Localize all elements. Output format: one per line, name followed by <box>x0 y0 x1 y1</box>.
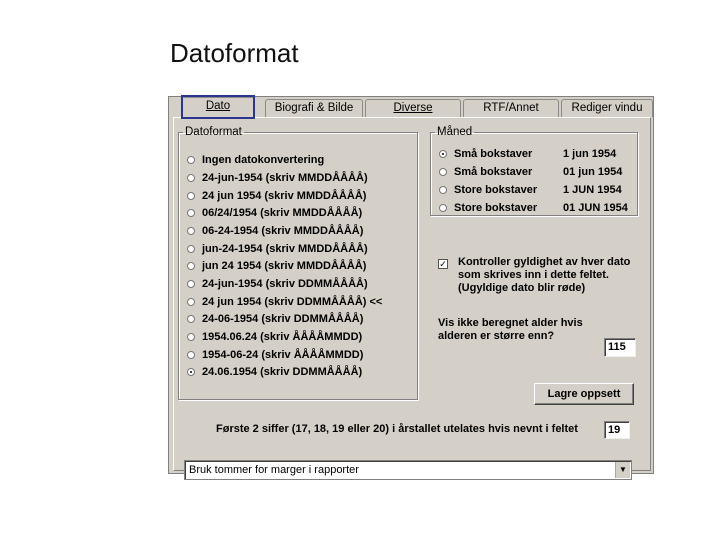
radio-button[interactable] <box>187 262 195 270</box>
datoformat-legend: Datoformat <box>185 126 242 138</box>
tab-label: Rediger vindu <box>571 102 643 114</box>
datoformat-option[interactable] <box>187 152 324 168</box>
maaned-legend: Måned <box>437 126 473 138</box>
tab-label: Biografi & Bilde <box>274 102 354 114</box>
tab-rediger-vindu[interactable] <box>561 99 653 117</box>
year-prefix-label: Første 2 siffer (17, 18, 19 eller 20) i årstallet utelates hvis nevnt i feltet <box>216 423 578 435</box>
option-example: 1 JUN 1954 <box>563 184 622 196</box>
age-limit-label: Vis ikke beregnet alder hvis alderen er større enn? <box>438 317 583 342</box>
option-example: 1 jun 1954 <box>563 148 617 160</box>
maaned-group <box>430 126 638 216</box>
tab-label: RTF/Annet <box>483 102 539 114</box>
save-settings-button[interactable]: Lagre oppsett <box>534 383 634 405</box>
option-label: 1954.06.24 (skriv ÅÅÅÅMMDD) <box>202 331 363 343</box>
option-label: 1954-06-24 (skriv ÅÅÅÅMMDD) <box>202 349 364 361</box>
maaned-option[interactable] <box>439 200 628 216</box>
radio-button[interactable] <box>187 174 195 182</box>
option-label: jun 24 1954 (skriv MMDDÅÅÅÅ) <box>202 260 367 272</box>
option-label: 24-jun-1954 (skriv MMDDÅÅÅÅ) <box>202 172 368 184</box>
radio-button[interactable] <box>187 315 195 323</box>
tab-label: Dato <box>205 100 231 112</box>
datoformat-option[interactable] <box>187 276 368 292</box>
option-label: jun-24-1954 (skriv MMDDÅÅÅÅ) <box>202 243 368 255</box>
tab-diverse[interactable] <box>365 99 461 117</box>
datoformat-option[interactable] <box>187 347 363 363</box>
option-label: Store bokstaver <box>454 202 538 214</box>
settings-dialog <box>168 96 654 474</box>
option-label: 24-jun-1954 (skriv DDMMÅÅÅÅ) <box>202 278 368 290</box>
tab-label: Diverse <box>393 102 433 114</box>
maaned-option[interactable] <box>439 164 623 180</box>
slide-title: Datoformat <box>170 38 299 68</box>
datoformat-option[interactable] <box>187 205 362 221</box>
option-label: 24.06.1954 (skriv DDMMÅÅÅÅ) <box>202 366 363 378</box>
tab-strip <box>169 97 655 117</box>
option-label: 24-06-1954 (skriv DDMMÅÅÅÅ) <box>202 313 364 325</box>
datoformat-option[interactable] <box>187 329 362 345</box>
radio-button[interactable] <box>187 245 195 253</box>
datoformat-option[interactable] <box>187 294 382 310</box>
maaned-option-selected[interactable] <box>439 146 617 162</box>
radio-button[interactable] <box>187 280 195 288</box>
datoformat-option[interactable] <box>187 258 366 274</box>
margin-unit-select[interactable] <box>184 460 632 480</box>
tab-rtf-annet[interactable] <box>463 99 559 117</box>
radio-button[interactable] <box>187 298 195 306</box>
datoformat-option[interactable] <box>187 311 363 327</box>
radio-button[interactable] <box>187 333 195 341</box>
radio-button[interactable] <box>187 351 195 359</box>
tab-focus-highlight <box>181 95 255 119</box>
option-label: 24 jun 1954 (skriv DDMMÅÅÅÅ) << <box>202 296 383 308</box>
chevron-down-icon[interactable]: ▼ <box>615 462 630 478</box>
radio-button[interactable] <box>439 204 447 212</box>
datoformat-group <box>178 126 418 400</box>
tab-biografi-bilde[interactable] <box>265 99 363 117</box>
datoformat-option[interactable] <box>187 241 368 257</box>
option-label: 06/24/1954 (skriv MMDDÅÅÅÅ) <box>202 207 363 219</box>
option-example: 01 JUN 1954 <box>563 202 628 214</box>
maaned-option[interactable] <box>439 182 622 198</box>
radio-button[interactable] <box>187 192 195 200</box>
datoformat-option[interactable] <box>187 188 366 204</box>
radio-button[interactable] <box>187 209 195 217</box>
radio-button[interactable] <box>439 186 447 194</box>
option-label: 06-24-1954 (skriv MMDDÅÅÅÅ) <box>202 225 364 237</box>
datoformat-option[interactable] <box>187 223 363 239</box>
option-label: Små bokstaver <box>454 148 533 160</box>
radio-button[interactable] <box>439 168 447 176</box>
radio-button[interactable] <box>187 227 195 235</box>
tab-panel-dato <box>173 117 651 476</box>
option-label: Store bokstaver <box>454 184 538 196</box>
option-label: Små bokstaver <box>454 166 533 178</box>
year-prefix-input[interactable]: 19 <box>604 421 630 439</box>
validate-checkbox[interactable]: ✓ <box>439 259 447 269</box>
datoformat-option-selected[interactable] <box>187 364 362 380</box>
radio-button-selected[interactable] <box>187 368 195 376</box>
option-label: 24 jun 1954 (skriv MMDDÅÅÅÅ) <box>202 190 367 202</box>
radio-button[interactable] <box>187 156 195 164</box>
option-label: Ingen datokonvertering <box>202 154 325 166</box>
datoformat-option[interactable] <box>187 170 368 186</box>
validate-label: Kontroller gyldighet av hver dato som skrives inn i dette feltet. (Ugyldige dato blir røde) <box>458 256 631 294</box>
select-value: Bruk tommer for marger i rapporter <box>189 464 359 476</box>
validate-option[interactable] <box>438 256 648 295</box>
option-example: 01 jun 1954 <box>563 166 623 178</box>
radio-button-selected[interactable] <box>439 150 447 158</box>
age-limit-input[interactable]: 115 <box>604 338 636 357</box>
